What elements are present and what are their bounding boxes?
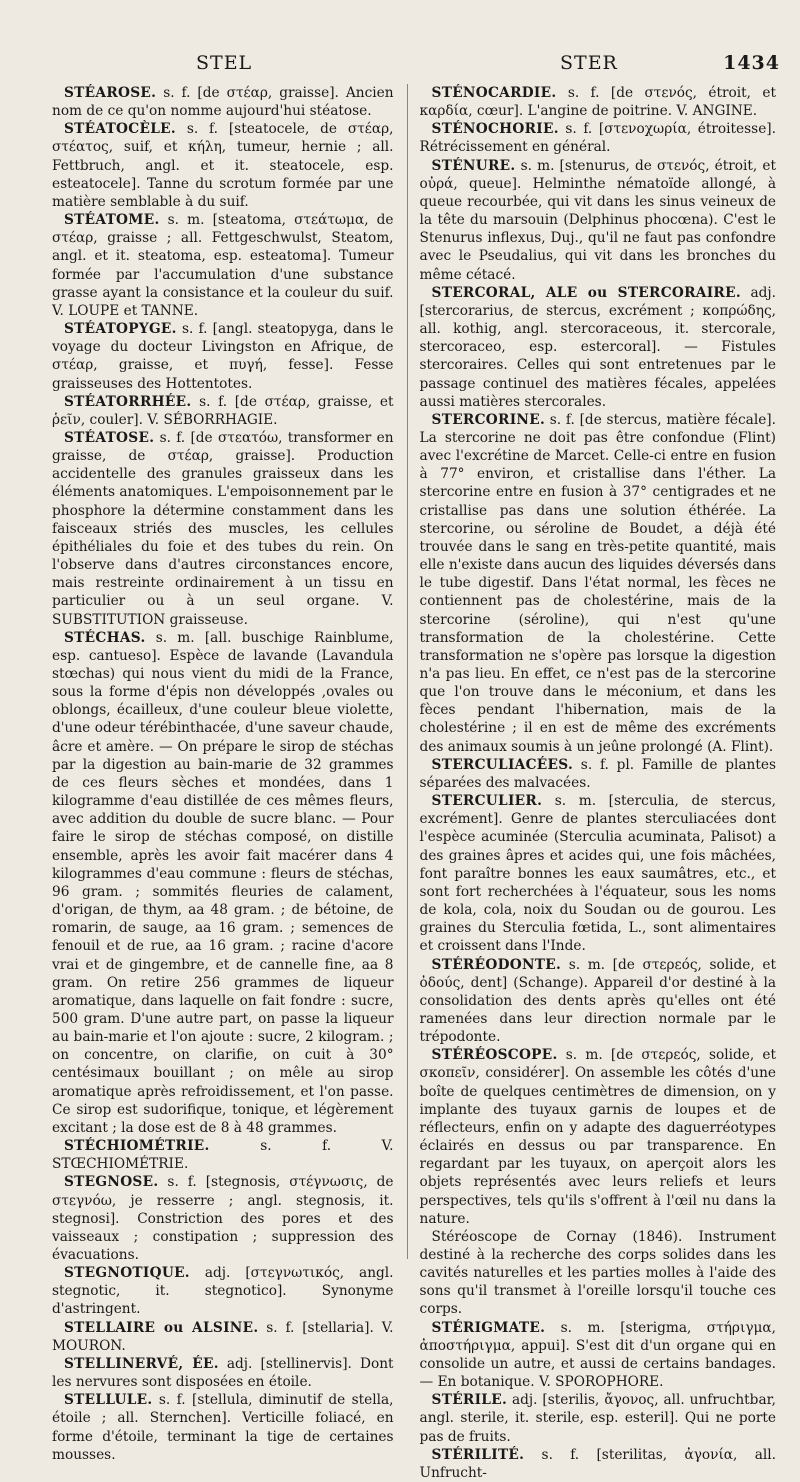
entry-headword: STÉATOCÈLE. bbox=[64, 121, 176, 138]
entry-definition: s. f. [stellaria]. V. MOURON. bbox=[52, 1319, 394, 1354]
entry-definition: s. f. [de stercus, matière fécale]. La stercorine ne doit pas être confondue (Flint) avec l'excrétine de Marcet. Celle-ci entre en fusion à 77° environ, et cristallise dans l'éther. La stercorine entre en fusion à 37° centigrades et ne cristallise pas dans une solution éthérée. La stercorine, ou séroline de Boudet, a déjà été trouvée dans le sang en très-petite quantité, mais elle n'existe dans aucun des liquides déversés dans le tube digestif. Dans l'état normal, les fèces ne contiennent pas de cholestérine, mais de la stercorine (séroline), qui n'est qu'une transformation de la cholestérine. Cette transformation ne s'opère pas lorsque la digestion n'a pas lieu. En effet, ce n'est pas de la stercorine que l'on trouve dans le méconium, et dans les fèces pendant l'hibernation, mais de la cholestérine ; il en est de même des excréments des animaux soumis à un jeûne prolongé (A. Flint). bbox=[419, 411, 777, 755]
entry-headword: STELLAIRE ou ALSINE. bbox=[64, 1319, 259, 1336]
entry-definition: adj. [sterilis, ἄγονος, all. unfruchtbar, angl. sterile, it. sterile, esp. esteril]. Qui ne porte pas de fruits. bbox=[419, 1392, 776, 1445]
dictionary-entry bbox=[420, 1446, 776, 1482]
entry-definition: s. m. [steatoma, στεάτωμα, de στέαρ, graisse ; all. Fettgeschwulst, Steatom, angl. et it. steatoma, esp. esteatoma]. Tumeur formée par l'accumulation d'une substance grasse ayant la consistance et la couleur du suif. V. LOUPE et TANNE. bbox=[52, 212, 394, 319]
left-column bbox=[52, 84, 394, 1463]
entry-definition: s. f. [de στέαρ, graisse]. Ancien nom de ce qu'on nomme aujourd'hui stéatose. bbox=[52, 85, 394, 120]
dictionary-entry bbox=[420, 84, 776, 120]
dictionary-entry bbox=[52, 1391, 394, 1464]
entry-definition: adj. [stellinervis]. Dont les nervures sont disposées en étoile. bbox=[52, 1355, 394, 1391]
entry-definition: adj. [stercorarius, de stercus, excrément ; κοπρώδης, all. kothig, angl. stercoraceous, it. stercorale, stercoraceo, esp. estercoral]. — Fistules stercoraires. Celles qui sont entretenues par le passage continuel des matières fécales, appelées aussi matières stercorales. bbox=[419, 284, 776, 410]
entry-headword: STÉRÉODONTE. bbox=[431, 956, 562, 973]
running-head-left: STEL bbox=[196, 52, 253, 74]
dictionary-entry bbox=[420, 1319, 776, 1392]
entry-definition: s. m. [all. buschige Rainblume, esp. cantueso]. Espèce de lavande (Lavandula stœchas) qui nous vient du midi de la France, sous la forme d'épis non développés ,ovales ou oblongs, écailleux, d'une couleur bleue violette, d'une odeur térébinthacée, d'une saveur chaude, âcre et amère. — On prépare le sirop de stéchas par la digestion au bain-marie de 32 grammes de ces fleurs sèches et mondées, dans 1 kilogramme d'eau distillée de ces mêmes fleurs, avec addition du double de sucre blanc. — Pour faire le sirop de stéchas composé, on distille ensemble, après les avoir fait macérer dans 4 kilogrammes d'eau commune : fleurs de stéchas, 96 gram. ; sommités fleuries de calament, d'origan, de thym, aa 48 gram. ; de bétoine, de romarin, de sauge, aa 16 gram. ; semences de fenouil et de rue, aa 16 gram. ; racine d'acore vrai et de gingembre, et de cannelle fine, aa 8 gram. On retire 256 grammes de liqueur aromatique, dans laquelle on fait fondre : sucre, 500 gram. D'une autre part, on passe la liqueur au bain-marie et l'on ajoute : sucre, 2 kilogram. ; on concentre, on clarifie, on cuit à 30° centésimaux bouillant ; on mêle au sirop aromatique après refroidissement, et l'on passe. Ce sirop est sudorifique, tonique, et légèrement excitant ; la dose est de 8 à 48 grammes. bbox=[52, 629, 394, 1136]
entry-definition: s. m. [de στερεός, solide, et ὀδούς, dent] (Schange). Appareil d'or destiné à la consolidation des dents après qu'elles ont été ramenées dans leur direction normale par le trépodonte. bbox=[419, 956, 776, 1046]
entry-definition: s. m. [sterculia, de stercus, excrément]. Genre de plantes sterculiacées dont l'espèce acuminée (Sterculia acuminata, Palisot) a des graines âpres et acides qui, une fois mâchées, font paraître bonnes les eaux saumâtres, etc., et sont fort recherchées à l'équateur, sous les noms de kola, cola, noix du Soudan ou de gourou. Les graines du Sterculia fœtida, L., sont alimentaires et croissent dans l'Inde. bbox=[419, 793, 776, 955]
entry-definition: s. m. [de στερεός, solide, et σκοπεῖν, considérer]. On assemble les côtés d'une boîte de quelques centimètres de dimension, on y implante des tuyaux garnis de loupes et de réflecteurs, enfin on y adapte des daguerréotypes éclairés en dessus ou par transparence. En regardant par les tuyaux, on aperçoit alors les objets représentés avec leurs reliefs et leurs perspectives, tels qu'ils s'offrent à l'œil nu dans la nature. bbox=[419, 1047, 776, 1227]
entry-headword: STEGNOTIQUE. bbox=[64, 1265, 190, 1282]
page-number: 1434 bbox=[723, 52, 780, 74]
entry-definition: s. f. [de στενός, étroit, et καρδία, cœur]. L'angine de poitrine. V. ANGINE. bbox=[419, 85, 776, 120]
dictionary-entry bbox=[52, 429, 394, 629]
entry-headword: STÉRÉOSCOPE. bbox=[431, 1047, 558, 1064]
dictionary-entry bbox=[420, 1391, 776, 1445]
dictionary-entry bbox=[420, 756, 776, 792]
entry-headword: STEGNOSE. bbox=[64, 1174, 159, 1191]
entry-headword: STÉATOSE. bbox=[64, 429, 155, 446]
entry-headword: STÉATOPYGE. bbox=[64, 321, 177, 338]
entry-headword: STERCULIER. bbox=[431, 793, 543, 810]
dictionary-entry bbox=[52, 393, 394, 429]
entry-headword: STÉAROSE. bbox=[64, 85, 157, 101]
entry-headword: STELLINERVÉ, ÉE. bbox=[64, 1355, 219, 1372]
entry-definition: s. m. [sterigma, στήριγμα, ἀποστήριγμα, appui]. S'est dit d'un organe qui en consolide un autre, et aussi de certains bandages. — En botanique. V. SPOROPHORE. bbox=[419, 1319, 776, 1391]
entry-headword: STERCORINE. bbox=[431, 411, 546, 428]
entry-headword: STÉNOCARDIE. bbox=[431, 85, 557, 101]
entry-headword: STÉRILE. bbox=[431, 1392, 508, 1409]
entry-headword: STÉCHAS. bbox=[64, 629, 146, 646]
dictionary-entry bbox=[420, 792, 776, 955]
entry-headword: STÉCHIOMÉTRIE. bbox=[64, 1138, 210, 1155]
running-head-center: STER bbox=[560, 52, 618, 74]
entry-definition: s. f. V. STŒCHIOMÉTRIE. bbox=[52, 1138, 394, 1173]
entry-definition: Stéréoscope de Cornay (1846). Instrument destiné à la recherche des corps solides dans les cavités naturelles et les parties molles à l'aide des sons qu'il transmet à l'oreille lorsqu'il touche ces corps. bbox=[419, 1228, 776, 1318]
entry-headword: STERCORAL, ALE ou STERCORAIRE. bbox=[431, 284, 741, 301]
text-columns bbox=[52, 84, 777, 1481]
entry-definition: s. f. [de στεατόω, transformer en graisse, de στέαρ, graisse]. Production accidentelle des granules graisseux dans les éléments anatomiques. L'empoisonnement par le phosphore la détermine constamment dans les faisceaux striés des muscles, les cellules épithéliales du foie et des tubes du rein. On l'observe dans d'autres circonstances encore, mais restreinte ordinairement à un tissu en particulier ou à un seul organe. V. SUBSTITUTION graisseuse. bbox=[52, 429, 394, 628]
dictionary-entry bbox=[52, 1355, 394, 1391]
entry-definition: s. f. [stellula, diminutif de stella, étoile ; all. Sternchen]. Verticille foliacé, en forme d'étoile, terminant la tige de certaines mousses. bbox=[52, 1392, 394, 1463]
right-column bbox=[407, 84, 777, 1481]
dictionary-entry bbox=[52, 211, 394, 320]
entry-headword: STÉATORRHÉE. bbox=[64, 393, 192, 410]
dictionary-entry bbox=[52, 1264, 394, 1318]
dictionary-entry bbox=[52, 320, 394, 393]
entry-headword: STÉATOME. bbox=[64, 212, 160, 229]
dictionary-entry bbox=[420, 120, 776, 156]
dictionary-entry bbox=[52, 1137, 394, 1173]
dictionary-entry bbox=[52, 84, 394, 120]
entry-definition: s. f. [στενοχωρία, étroitesse]. Rétrécissement en général. bbox=[419, 121, 776, 156]
entry-headword: STÉRIGMATE. bbox=[431, 1319, 546, 1336]
entry-headword: STELLULE. bbox=[64, 1392, 153, 1409]
dictionary-entry bbox=[420, 157, 776, 284]
entry-definition: s. m. [stenurus, de στενός, étroit, et οὐρά, queue]. Helminthe nématoïde allongé, à queue recourbée, qui vit dans les sinus veineux de la tête du marsouin (Delphinus phocœna). C'est le Stenurus inflexus, Duj., qu'il ne faut pas confondre avec le Pseudalius, qui vit dans les bronches du même cétacé. bbox=[419, 157, 776, 283]
entry-definition: s. f. [steatocele, de στέαρ, στέατος, suif, et κήλη, tumeur, hernie ; all. Fettbruch, angl. et it. steatocele, esp. esteatocele]. Tanne du scrotum formée par une matière semblable à du suif. bbox=[52, 121, 394, 210]
dictionary-entry bbox=[52, 629, 394, 1137]
dictionary-entry bbox=[52, 1319, 394, 1355]
entry-headword: STÉNOCHORIE. bbox=[431, 121, 559, 138]
entry-definition: s. f. [de στέαρ, graisse, et ῥεῖν, couler]. V. SÉBORRHAGIE. bbox=[52, 393, 394, 428]
dictionary-entry bbox=[420, 1228, 776, 1319]
entry-definition: adj. [στεγνωτικός, angl. stegnotic, it. stegnotico]. Synonyme d'astringent. bbox=[52, 1265, 394, 1318]
entry-definition: s. f. [sterilitas, ἀγονία, all. Unfrucht- bbox=[419, 1446, 776, 1481]
dictionary-entry bbox=[420, 284, 776, 411]
dictionary-entry bbox=[420, 411, 776, 756]
entry-headword: STÉRILITÉ. bbox=[431, 1446, 525, 1463]
entry-definition: s. f. pl. Famille de plantes séparées des malvacées. bbox=[419, 756, 776, 791]
dictionary-entry bbox=[420, 1046, 776, 1228]
dictionary-entry bbox=[52, 120, 394, 211]
dictionary-entry bbox=[52, 1173, 394, 1264]
entry-headword: STERCULIACÉES. bbox=[431, 756, 574, 773]
entry-definition: s. f. [stegnosis, στέγνωσις, de στεγνόω, je resserre ; angl. stegnosis, it. stegnosi]. Constriction des pores et des vaisseaux ; constipation ; suppression des évacuations. bbox=[52, 1174, 394, 1263]
entry-headword: STÉNURE. bbox=[431, 157, 516, 174]
entry-definition: s. f. [angl. steatopyga, dans le voyage du docteur Livingston en Afrique, de στέαρ, graisse, et πυγή, fesse]. Fesse graisseuses des Hottentotes. bbox=[52, 321, 394, 392]
dictionary-entry bbox=[420, 956, 776, 1047]
